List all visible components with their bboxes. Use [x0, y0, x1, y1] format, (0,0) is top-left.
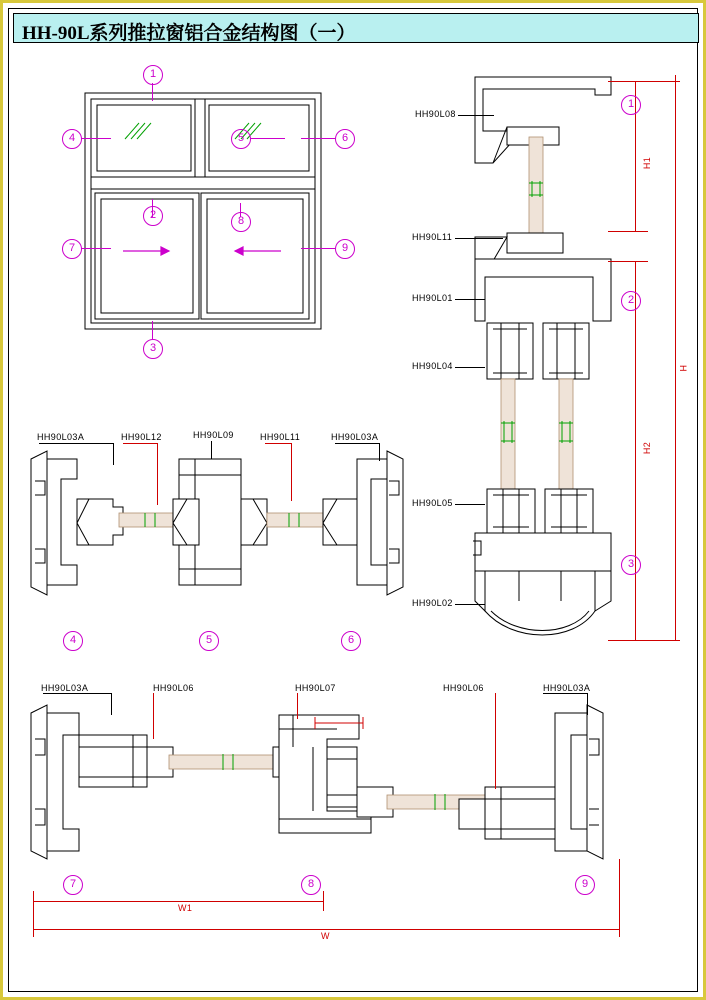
part-leader	[297, 693, 298, 719]
dimension-label-H: H	[678, 364, 689, 372]
part-label-HH90L03A: HH90L03A	[41, 683, 89, 693]
dimension-tick	[619, 859, 620, 937]
dimension-line-w	[33, 929, 619, 930]
part-label-HH90L03A: HH90L03A	[37, 432, 85, 442]
leader-line	[81, 138, 111, 139]
part-label-HH90L08: HH90L08	[415, 109, 456, 119]
leader-line	[81, 248, 111, 249]
part-leader	[43, 693, 111, 694]
callout-7: 7	[62, 239, 82, 259]
callout-4: 4	[62, 129, 82, 149]
part-leader	[113, 443, 114, 465]
dimension-line	[635, 261, 636, 641]
part-label-HH90L12: HH90L12	[121, 432, 162, 442]
callout-2: 2	[621, 291, 641, 311]
part-leader	[111, 693, 112, 715]
callout-9: 9	[575, 875, 595, 895]
part-leader	[458, 115, 494, 116]
part-label-HH90L02: HH90L02	[412, 598, 453, 608]
part-label-HH90L09: HH90L09	[193, 430, 234, 440]
part-leader	[157, 443, 158, 505]
dimension-label-W1: W1	[178, 903, 193, 913]
dimension-label-W: W	[321, 931, 330, 941]
dimension-tick	[33, 901, 34, 937]
leader-line	[301, 248, 335, 249]
dimension-label-H1: H1	[642, 156, 653, 170]
part-label-HH90L01: HH90L01	[412, 293, 453, 303]
leader-line	[152, 83, 153, 101]
dimension-tick	[608, 231, 648, 232]
part-leader	[543, 693, 587, 694]
callout-5: 5	[199, 631, 219, 651]
part-leader	[495, 693, 496, 789]
middle-sections-drawing	[27, 445, 417, 615]
dimension-line-w1	[33, 901, 323, 902]
callout-1: 1	[621, 95, 641, 115]
part-leader	[153, 693, 154, 739]
leader-line	[301, 138, 335, 139]
dimension-label-H2: H2	[642, 441, 653, 455]
part-label-HH90L07: HH90L07	[295, 683, 336, 693]
dimension-tick	[608, 81, 680, 82]
part-label-HH90L11: HH90L11	[412, 232, 453, 242]
part-label-HH90L03A: HH90L03A	[331, 432, 379, 442]
page-title: HH-90L系列推拉窗铝合金结构图（一）	[22, 23, 356, 44]
part-label-HH90L11: HH90L11	[260, 432, 301, 442]
vertical-section-drawing	[463, 71, 623, 651]
leader-line	[251, 138, 285, 139]
part-label-HH90L04: HH90L04	[412, 361, 453, 371]
leader-line	[152, 321, 153, 339]
dimension-tick	[608, 261, 648, 262]
part-leader	[211, 441, 212, 459]
dimension-tick	[608, 640, 680, 641]
callout-6: 6	[341, 631, 361, 651]
part-leader	[455, 238, 503, 239]
bottom-sections-drawing	[27, 699, 647, 869]
part-leader	[39, 443, 113, 444]
part-leader	[265, 443, 291, 444]
dimension-line	[675, 75, 676, 641]
part-label-HH90L05: HH90L05	[412, 498, 453, 508]
part-leader	[291, 443, 292, 501]
callout-1: 1	[143, 65, 163, 85]
part-leader	[455, 504, 485, 505]
callout-8: 8	[301, 875, 321, 895]
part-label-HH90L06: HH90L06	[443, 683, 484, 693]
part-leader	[379, 443, 380, 461]
title-bar	[13, 13, 699, 43]
callout-3: 3	[621, 555, 641, 575]
part-leader	[455, 299, 485, 300]
callout-6: 6	[335, 129, 355, 149]
callout-3: 3	[143, 339, 163, 359]
part-leader	[455, 367, 485, 368]
callout-2: 2	[143, 206, 163, 226]
part-label-HH90L06: HH90L06	[153, 683, 194, 693]
part-label-HH90L03A: HH90L03A	[543, 683, 591, 693]
callout-4: 4	[63, 631, 83, 651]
part-leader	[587, 693, 588, 715]
dimension-tick	[323, 891, 324, 911]
part-leader	[123, 443, 157, 444]
part-leader	[335, 443, 379, 444]
part-leader	[455, 604, 485, 605]
elevation-drawing	[83, 91, 323, 331]
callout-5: 5	[231, 129, 251, 149]
callout-7: 7	[63, 875, 83, 895]
callout-8: 8	[231, 212, 251, 232]
callout-9: 9	[335, 239, 355, 259]
